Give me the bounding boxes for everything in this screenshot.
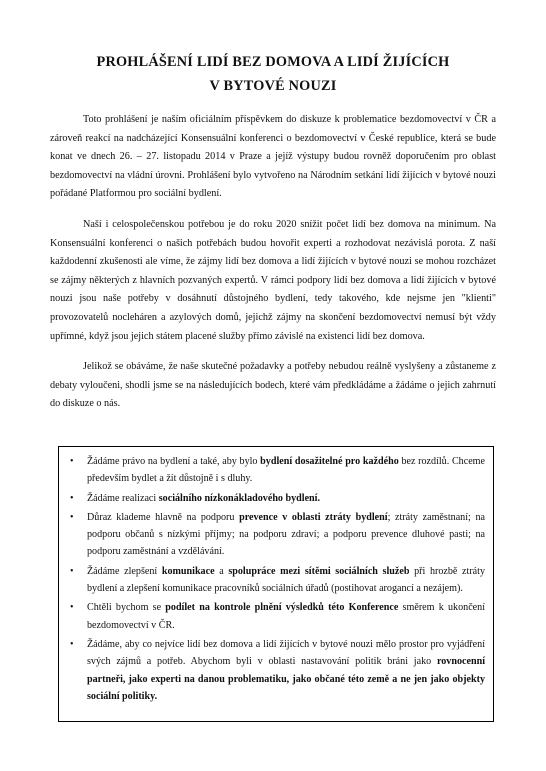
demand-text: ; ztráty zaměstnaní; na podporu občanů s nízkými příjmy; na podporu zdraví; a podporu prevence dluhové pasti; na podporu zaměstnání a vzdělávání. <box>87 511 485 558</box>
demand-text: Žádáme právo na bydlení a také, aby bylo <box>87 456 261 467</box>
demand-emphasis: spolupráce mezi sítěmi sociálních služeb <box>228 565 410 577</box>
demand-text: při hrozbě ztráty bydlení a zlepšení komunikace pracovníků sociálních úřadů (postihovat arogancí a nezájem). <box>87 565 486 595</box>
bullet-icon: • <box>70 638 74 650</box>
demands-list <box>67 453 485 705</box>
demand-text: směrem k ukončení bezdomovectví v ČR. <box>87 602 486 631</box>
demand-item <box>67 636 485 705</box>
demand-emphasis: bydlení dosažitelné pro každého <box>260 456 399 467</box>
demand-text: bez rozdílů. Chceme především bydlet a žít důstojně i s dluhy. <box>87 456 486 485</box>
demand-item <box>67 509 485 561</box>
demand-emphasis: rovnocenní partneři, jako experti na danou problematiku, jako občané této země a ne jen jako objekty sociální politiky. <box>87 656 485 702</box>
paragraph-intro: Toto prohlášení je naším oficiálním příspěvkem do diskuze k problematice bezdomovectví v ČR a zároveň reakcí na nadcházející Konsensuální konferenci o bezdomovectví v České republice, která se bude konat ve dnech 26. – 27. listopadu 2014 v Praze a jejíž výstupy budou rovněž doporučením pro oblast bezdomovectví na vládní úrovni. Prohlášení bylo vytvořeno na Národním setkání lidí žijících v bytové nouzi pořádané Platformou pro sociální bydlení. <box>50 114 496 200</box>
title-line-1: PROHLÁŠENÍ LIDÍ BEZ DOMOVA A LIDÍ ŽIJÍCÍCH <box>96 54 450 70</box>
demand-emphasis: sociálního nízkonákladového bydlení. <box>158 492 321 504</box>
demand-item <box>67 490 485 507</box>
paragraph-needs: Naší i celospolečenskou potřebou je do roku 2020 snížit počet lidí bez domova na minimum. Na Konsensuální konferenci o našich potřebách budou hovořit experti a rozhodovat nezávislá porota. Z naší každodenní zkušenosti ale víme, že zájmy lidí bez domova a lidí žijících v bytové nouzi se mohou rozcházet se zájmy některých z hlavních pozvaných expertů. V rámci podpory lidí bez domova a lidí žijících v bytové nouzi jsou naše potřeby v dosáhnutí důstojného bydlení, tedy takového, kde nejsme jen "klienti" provozovatelů nocleháren a azylových domů, jejichž zájmy na skončení bezdomovectví nemusí být vždy upřímné, když jsou jejich státem placené služby přímo závislé na existenci lidí bez domova. <box>50 218 496 342</box>
demand-item <box>67 599 485 634</box>
demand-text: Důraz klademe hlavně na podporu <box>87 511 240 523</box>
demand-emphasis: podílet na kontrole plnění výsledků této Konference <box>165 602 399 614</box>
demand-text: Žádáme, aby co nejvíce lidí bez domova a lidí žijících v bytové nouzi mělo prostor pro vyjádření svých zájmů a potřeb. Abychom byli v oblasti nastavování politik bráni jako <box>87 638 485 668</box>
bullet-icon: • <box>70 511 74 523</box>
bullet-icon: • <box>70 492 74 504</box>
demands-box <box>58 446 494 722</box>
bullet-icon: • <box>70 602 74 614</box>
title-line-2: V BYTOVÉ NOUZI <box>209 78 337 94</box>
demand-item <box>67 563 485 598</box>
bullet-icon: • <box>70 456 74 467</box>
document-title <box>40 50 506 98</box>
demand-emphasis: prevence v oblasti ztráty bydlení <box>239 511 388 523</box>
demand-text: Žádáme zlepšení <box>87 565 162 577</box>
bullet-icon: • <box>70 565 74 577</box>
demand-emphasis: komunikace <box>161 565 215 577</box>
document-body <box>50 111 496 426</box>
demand-text: Chtěli bychom se <box>87 602 166 614</box>
demand-item <box>67 453 485 488</box>
paragraph-concerns: Jelikož se obáváme, že naše skutečné požadavky a potřeby nebudou reálně vyslyšeny a zůstaneme z debaty vyloučeni, shodli jsme se na následujících bodech, které vám předkládáme a žádáme o jejich zahrnutí do diskuze o nás. <box>50 361 496 410</box>
demand-text: a <box>214 565 229 577</box>
demand-text: Žádáme realizaci <box>87 492 159 504</box>
